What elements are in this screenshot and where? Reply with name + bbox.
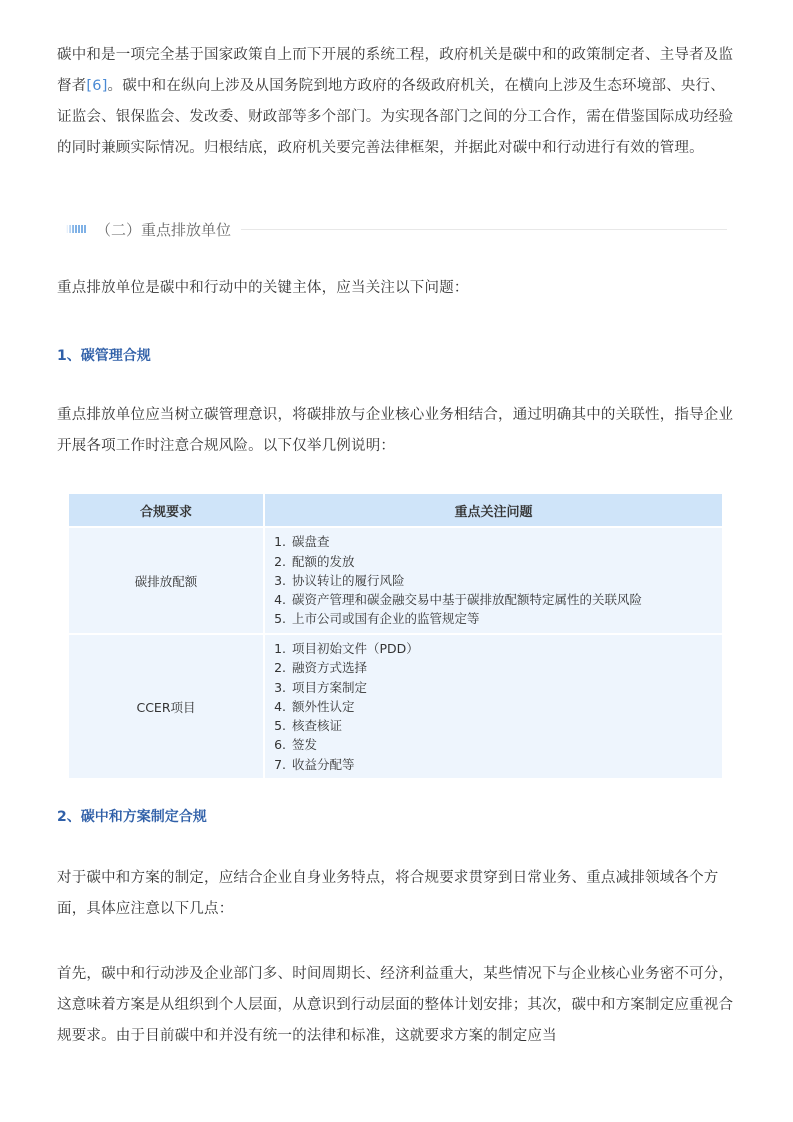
table-header-cell: 合规要求 (69, 494, 263, 526)
paragraph-government-role (57, 40, 739, 164)
table-header-cell: 重点关注问题 (265, 494, 722, 526)
list-item: 6. 签发 (290, 735, 721, 754)
subheading-carbon-management: 1、碳管理合规 (57, 348, 151, 364)
citation-link[interactable]: [6] (86, 78, 108, 94)
paragraph-plan-details: 首先，碳中和行动涉及企业部门多、时间周期长、经济利益重大，某些情况下与企业核心业务密不可分，这意味着方案是从组织到个人层面，从意识到行动层面的整体计划安排；其次，碳中和方案制定应重视合规要求。由于目前碳中和并没有统一的法律和标准，这就要求方案的制定应当 (57, 966, 734, 1044)
list-item: 1. 项目初始文件（PDD） (290, 639, 721, 658)
table-row (69, 526, 722, 633)
issues-cell (265, 633, 722, 778)
list-item: 5. 上市公司或国有企业的监管规定等 (290, 609, 721, 628)
issues-cell (265, 526, 722, 633)
paragraph-key-emitters: 重点排放单位是碳中和行动中的关键主体，应当关注以下问题： (57, 280, 469, 296)
list-item: 2. 配额的发放 (290, 552, 721, 571)
issues-list (266, 532, 721, 628)
table-row (69, 633, 722, 778)
list-item: 4. 额外性认定 (290, 697, 721, 716)
subheading-plan-compliance: 2、碳中和方案制定合规 (57, 809, 207, 825)
list-item: 7. 收益分配等 (290, 755, 721, 774)
section-divider (241, 229, 727, 230)
list-item: 4. 碳资产管理和碳金融交易中基于碳排放配额特定属性的关联风险 (290, 590, 721, 609)
requirement-cell: CCER项目 (69, 633, 263, 778)
paragraph-text: 。碳中和在纵向上涉及从国务院到地方政府的各级政府机关，在横向上涉及生态环境部、央行、证监会、银保监会、发改委、财政部等多个部门。为实现各部门之间的分工合作，需在借鉴国际成功经验的同时兼顾实际情况。归根结底，政府机关要完善法律框架，并据此对碳中和行动进行有效的管理。 (57, 78, 734, 156)
list-item: 2. 融资方式选择 (290, 658, 721, 677)
compliance-table (67, 494, 724, 778)
section-title: （二）重点排放单位 (96, 220, 232, 239)
table-header-row (69, 494, 722, 526)
requirement-cell: 碳排放配额 (69, 526, 263, 633)
section-marker-icon (66, 225, 86, 233)
list-item: 3. 项目方案制定 (290, 678, 721, 697)
paragraph-plan-compliance: 对于碳中和方案的制定，应结合企业自身业务特点，将合规要求贯穿到日常业务、重点减排领域各个方面，具体应注意以下几点： (57, 870, 719, 917)
paragraph-text: 碳中和是一项完全基于国家政策自上而下开展的系统工程，政府机关是碳中和的政策制定者、主导者及监督者 (57, 47, 734, 94)
list-item: 5. 核查核证 (290, 716, 721, 735)
section-heading (66, 218, 727, 240)
paragraph-carbon-management: 重点排放单位应当树立碳管理意识，将碳排放与企业核心业务相结合，通过明确其中的关联性，指导企业开展各项工作时注意合规风险。以下仅举几例说明： (57, 407, 734, 454)
list-item: 3. 协议转让的履行风险 (290, 571, 721, 590)
list-item: 1. 碳盘查 (290, 532, 721, 551)
issues-list (266, 639, 721, 773)
